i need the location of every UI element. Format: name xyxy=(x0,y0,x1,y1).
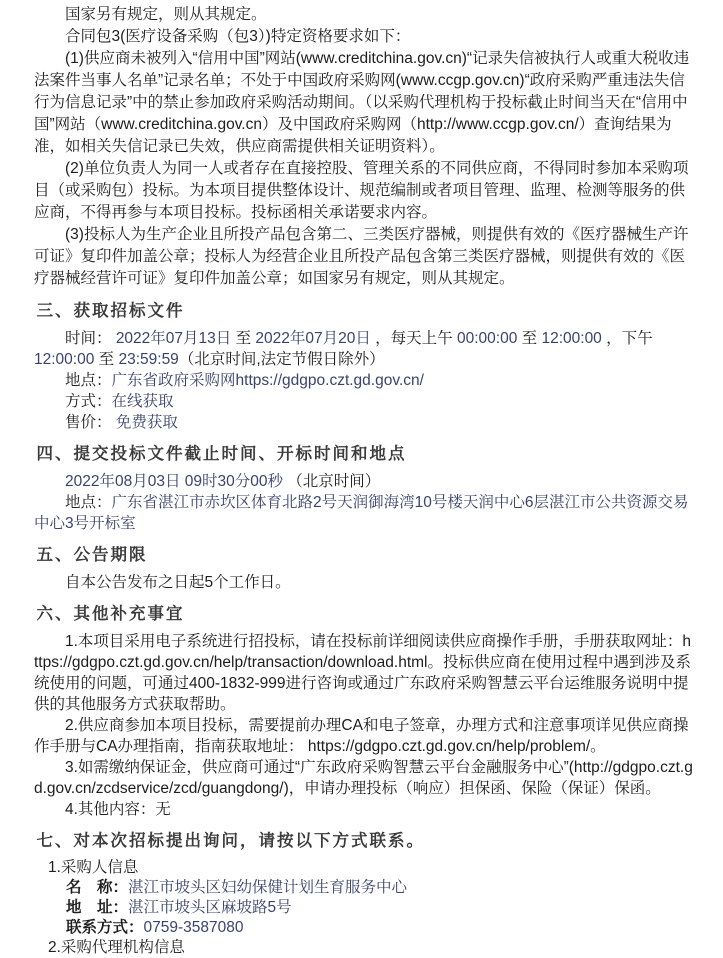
purchaser-info-title: 1.采购人信息 xyxy=(48,859,139,876)
morning-text: ，每天上午 xyxy=(370,330,457,347)
section-other-matters xyxy=(34,603,693,820)
location-label: 地点： xyxy=(65,372,112,389)
to-text: 至 xyxy=(94,351,119,368)
opening-location-value: 广东省湛江市赤坎区体育北路2号天润御海湾10号楼天润中心6层湛江市公共资源交易中心3号开标室 xyxy=(34,494,689,532)
obtain-start-date: 2022年07月13日 xyxy=(115,330,232,347)
afternoon-text: ，下午 xyxy=(601,330,653,347)
qualification-requirements-block xyxy=(34,4,693,290)
obtain-end-date: 2022年07月20日 xyxy=(255,330,371,347)
afternoon-start-time: 12:00:00 xyxy=(34,351,95,368)
address-label: 地 址： xyxy=(66,899,129,916)
section-7-heading: 七、对本次招标提出询问，请按以下方式联系。 xyxy=(36,832,425,850)
obtain-location-value: 广东省政府采购网https://gdgpo.czt.gd.gov.cn/ xyxy=(111,372,424,389)
morning-end-time: 12:00:00 xyxy=(541,330,602,347)
afternoon-end-time: 23:59:59 xyxy=(118,351,179,368)
continuation-text: 国家另有规定，则从其规定。 xyxy=(65,6,267,23)
deadline-datetime-value: 2022年08月03日 09时30分00秒 xyxy=(65,473,283,490)
qualification-item-1: (1)供应商未被列入“信用中国”网站(www.creditchina.gov.cn)“记录失信被执行人或重大税收违法案件当事人名单”记录名单；不处于中国政府采购网(www.ccgp.gov.cn)“政府采购严重违法失信行为信息记录”中的禁止参加政府采购活动期间。（以采购代理机构于投标截止时间当天在“信用中国”网站（www.creditchina.gov.cn）及中国政府采购网（http://www.ccgp.gov.cn/）查询结果为准，如相关失信记录已失效，供应商需提供相关证明资料）。 xyxy=(34,50,690,155)
section-submission-deadline xyxy=(34,443,693,534)
qualification-item-3: (3)投标人为生产企业且所投产品包含第二、三类医疗器械，则提供有效的《医疗器械生产许可证》复印件加盖公章；投标人为经营企业且所投产品包含第三类医疗器械，则提供有效的《医疗器械经营许可证》复印件加盖公章；如国家另有规定，则从其规定。 xyxy=(34,226,689,287)
obtain-method-line xyxy=(34,391,693,412)
other-matter-item-4: 4.其他内容：无 xyxy=(65,801,171,818)
obtain-price-line xyxy=(34,412,693,433)
beijing-time-note: （北京时间,法定节假日除外） xyxy=(178,351,385,368)
obtain-method-value: 在线获取 xyxy=(111,393,174,410)
other-matter-item-2: 2.供应商参加本项目投标，需要提前办理CA和电子签章，办理方式和注意事项详见供应商操作手册与CA办理指南，指南获取地址： https://gdgpo.czt.gd.gov.cn/help/problem/。 xyxy=(34,717,689,755)
purchaser-contact-value: 0759-3587080 xyxy=(143,919,244,936)
section-contact-info xyxy=(34,830,693,958)
purchaser-name-line xyxy=(34,878,693,898)
section-obtain-documents xyxy=(34,300,693,433)
beijing-time-note: （北京时间） xyxy=(283,473,381,490)
section-3-heading: 三、获取招标文件 xyxy=(36,302,185,320)
to-text: 至 xyxy=(231,330,256,347)
to-text: 至 xyxy=(517,330,542,347)
obtain-price-value: 免费获取 xyxy=(115,414,178,431)
morning-start-time: 00:00:00 xyxy=(457,330,518,347)
purchaser-name-value: 湛江市坡头区妇幼保健计划生育服务中心 xyxy=(128,879,408,896)
other-matter-item-1: 1.本项目采用电子系统进行招投标，请在投标前详细阅读供应商操作手册，手册获取网址：https://gdgpo.czt.gd.gov.cn/help/transaction/download.html。投标供应商在使用过程中遇到涉及系统使用的问题，可通过400-1832-999进行咨询或通过广东政府采购智慧云平台运维服务说明中提供的其他服务方式获取帮助。 xyxy=(34,633,692,713)
section-5-heading: 五、公告期限 xyxy=(36,546,148,564)
deadline-datetime-line xyxy=(34,471,693,492)
obtain-time-line xyxy=(34,328,693,370)
price-label: 售价： xyxy=(65,414,116,431)
method-label: 方式： xyxy=(65,393,112,410)
other-matter-item-3: 3.如需缴纳保证金，供应商可通过“广东政府采购智慧云平台金融服务中心”(http://gdgpo.czt.gd.gov.cn/zcdservice/zcd/guangdong/)，申请办理投标（响应）担保函、保险（保证）保函。 xyxy=(34,759,693,797)
section-6-heading: 六、其他补充事宜 xyxy=(36,605,185,623)
obtain-location-line xyxy=(34,370,693,391)
section-announcement-period xyxy=(34,544,693,593)
location-label: 地点： xyxy=(65,494,112,511)
announcement-period-text: 自本公告发布之日起5个工作日。 xyxy=(65,574,291,591)
section-4-heading: 四、提交投标文件截止时间、开标时间和地点 xyxy=(36,445,407,463)
qualification-item-2: (2)单位负责人为同一人或者存在直接控股、管理关系的不同供应商，不得同时参加本采购项目（或采购包）投标。为本项目提供整体设计、规范编制或者项目管理、监理、检测等服务的供应商，不得再参与本项目投标。投标函相关承诺要求内容。 xyxy=(34,160,689,221)
name-label: 名 称： xyxy=(66,879,129,896)
purchaser-contact-line xyxy=(34,918,693,938)
purchaser-address-value: 湛江市坡头区麻坡路5号 xyxy=(128,899,292,916)
opening-location-line xyxy=(34,492,693,534)
time-label: 时间： xyxy=(65,330,116,347)
purchaser-address-line xyxy=(34,898,693,918)
contact-label: 联系方式： xyxy=(66,919,144,936)
package3-note: 合同包3(医疗设备采购（包3）)特定资格要求如下： xyxy=(65,28,411,45)
agency-info-title: 2.采购代理机构信息 xyxy=(48,939,185,956)
